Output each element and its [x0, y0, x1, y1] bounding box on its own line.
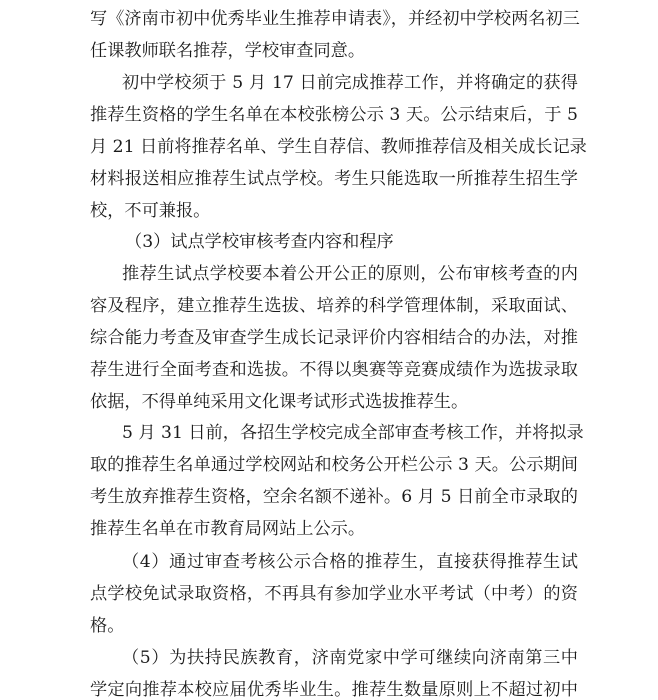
body-text-line: （5）为扶持民族教育，济南党家中学可继续向济南第三中 [122, 648, 578, 668]
body-text-line: 推荐生名单在市教育局网站上公示。 [90, 519, 366, 539]
body-text-line: 推荐生试点学校要本着公开公正的原则，公布审核考查的内 [122, 264, 578, 284]
body-text-line: 荐生进行全面考查和选拔。不得以奥赛等竞赛成绩作为选拔录取 [90, 360, 578, 380]
body-text-line: 综合能力考查及审查学生成长记录评价内容相结合的办法，对推 [90, 328, 578, 348]
body-text-line: 学定向推荐本校应届优秀毕业生。推荐生数量原则上不超过初中 [90, 680, 578, 700]
body-text-line: 考生放弃推荐生资格，空余名额不递补。6 月 5 日前全市录取的 [90, 487, 578, 507]
body-text-line: 写《济南市初中优秀毕业生推荐申请表》，并经初中学校两名初三 [90, 9, 580, 29]
body-text-line: 校，不可兼报。 [90, 201, 211, 221]
body-text-line: （4）通过审查考核公示合格的推荐生，直接获得推荐生试 [122, 552, 578, 572]
body-text-line: 材料报送相应推荐生试点学校。考生只能选取一所推荐生招生学 [90, 169, 578, 189]
body-text-line: 月 21 日前将推荐名单、学生自荐信、教师推荐信及相关成长记录 [90, 137, 587, 157]
section-heading: （3）试点学校审核考查内容和程序 [125, 232, 394, 252]
body-text-line: 初中学校须于 5 月 17 日前完成推荐工作，并将确定的获得 [122, 73, 578, 93]
body-text-line: 容及程序，建立推荐生选拔、培养的科学管理体制，采取面试、 [90, 296, 578, 316]
body-text-line: 依据，不得单纯采用文化课考试形式选拔推荐生。 [90, 392, 469, 412]
body-text-line: 5 月 31 日前，各招生学校完成全部审查考核工作，并将拟录 [122, 423, 584, 443]
body-text-line: 取的推荐生名单通过学校网站和校务公开栏公示 3 天。公示期间 [90, 455, 578, 475]
body-text-line: 推荐生资格的学生名单在本校张榜公示 3 天。公示结束后，于 5 [90, 105, 578, 125]
body-text-line: 格。 [90, 616, 125, 636]
body-text-line: 任课教师联名推荐，学校审查同意。 [90, 41, 366, 61]
body-text-line: 点学校免试录取资格，不再具有参加学业水平考试（中考）的资 [90, 584, 578, 604]
